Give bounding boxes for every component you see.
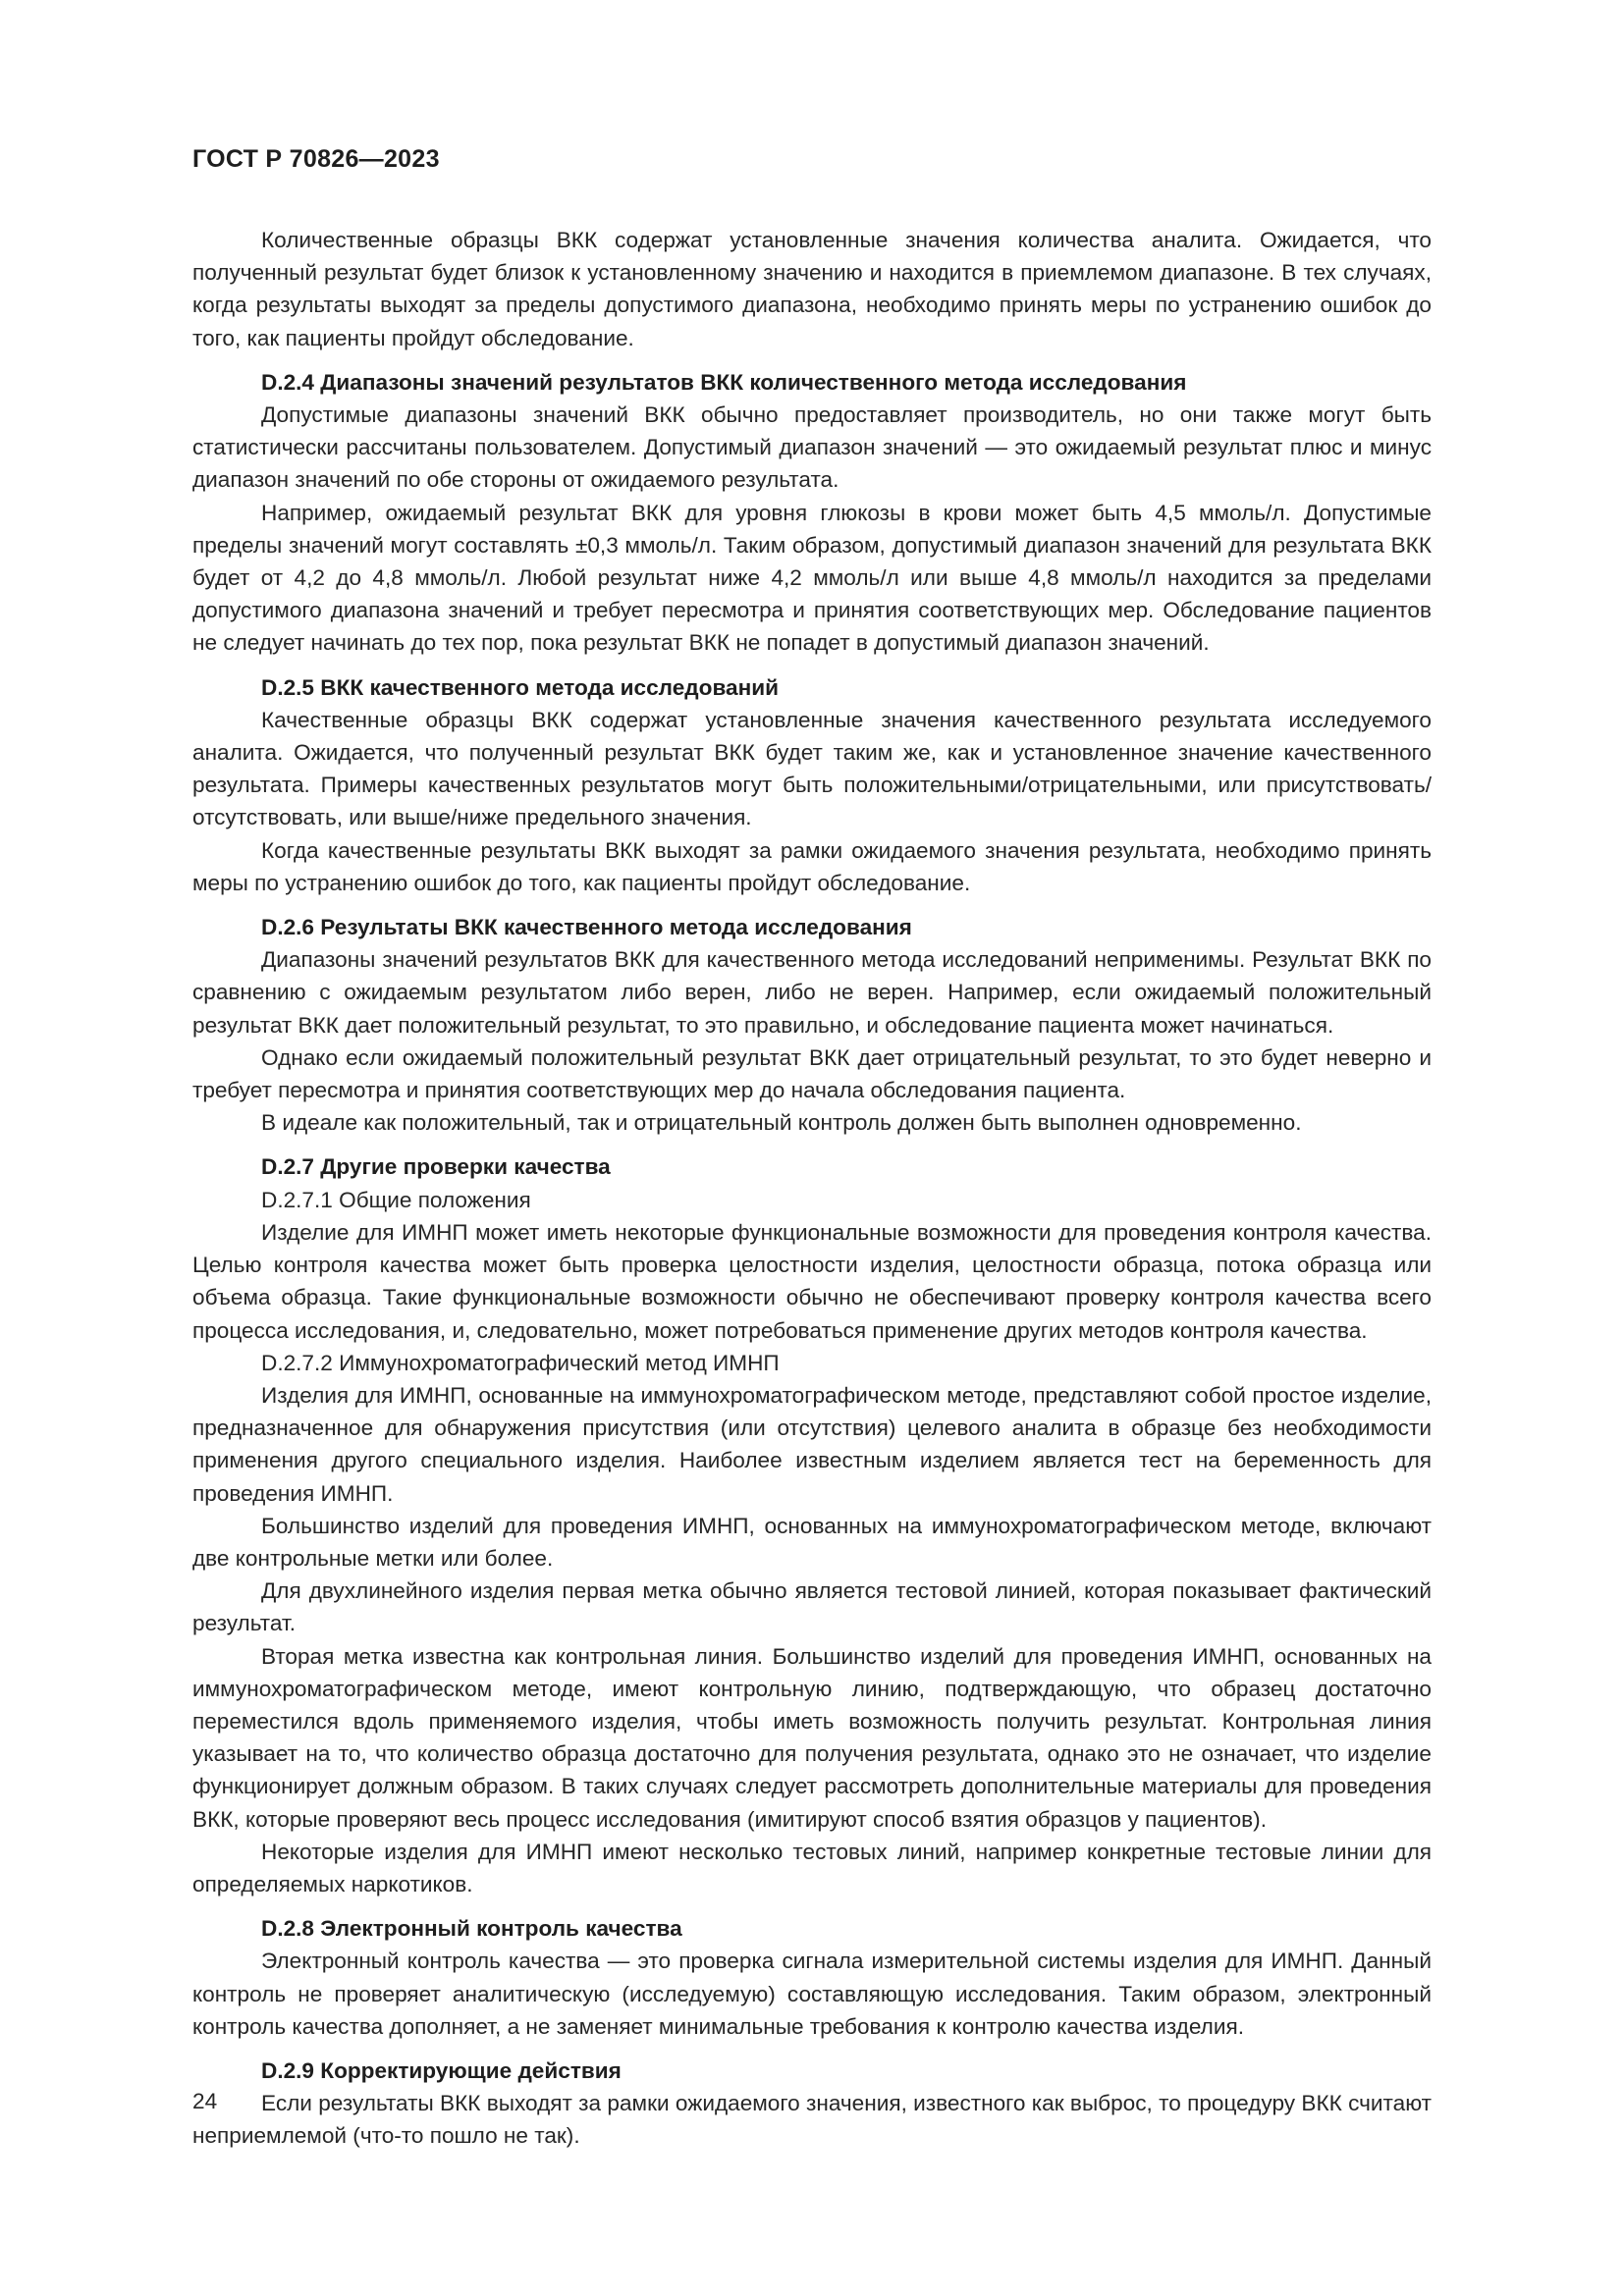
paragraph: Диапазоны значений результатов ВКК для качественного метода исследований неприменимы. Результат ВКК по сравнению с ожидаемым результатом либо верен, либо не верен. Например, если ожидаемый положительный результат ВКК дает положительный результат, то это правильно, и обследование пациента может начинаться. [192,947,1432,1038]
section-heading: D.2.5 ВКК качественного метода исследований [261,674,780,700]
paragraph: Электронный контроль качества — это проверка сигнала измерительной системы изделия для ИМНП. Данный контроль не проверяет аналитическую (исследуемую) составляющую исследования. Таким образом, электронный контроль качества дополняет, а не заменяет минимальные требования к контролю качества изделия. [192,1949,1432,2039]
subsection-heading: D.2.7.2 Иммунохроматографический метод ИМНП [261,1350,780,1375]
page-number: 24 [192,2089,218,2113]
paragraph: Вторая метка известна как контрольная линия. Большинство изделий для проведения ИМНП, основанных на иммунохроматографическом методе, имеют контрольную линию, подтверждающую, что образец достаточно переместился вдоль применяемого изделия, чтобы иметь возможность получить результат. Контрольная линия указывает на то, что количество образца достаточно для получения результата, однако это не означает, что изделие функционирует должным образом. В таких случаях следует рассмотреть дополнительные материалы для проведения ВКК, которые проверяют весь процесс исследования (имитируют способ взятия образцов у пациентов). [192,1643,1432,1832]
subsection-heading: D.2.7.1 Общие положения [261,1187,531,1212]
paragraph: Допустимые диапазоны значений ВКК обычно предоставляет производитель, но они также могут быть статистически рассчитаны пользователем. Допустимый диапазон значений — это ожидаемый результат плюс и минус диапазон значений по обе стороны от ожидаемого результата. [192,402,1432,493]
section-heading: D.2.6 Результаты ВКК качественного метода исследования [261,915,912,940]
section-heading: D.2.7 Другие проверки качества [261,1154,611,1180]
paragraph: Изделие для ИМНП может иметь некоторые функциональные возможности для проведения контроля качества. Целью контроля качества может быть проверка целостности изделия, целостности образца, потока образца или объема образца. Такие функциональные возможности обычно не обеспечивают проверку контроля качества всего процесса исследования, и, следовательно, может потребоваться применение других методов контроля качества. [192,1219,1432,1343]
section-heading: D.2.4 Диапазоны значений результатов ВКК количественного метода исследования [261,369,1187,395]
paragraph: В идеале как положительный, так и отрицательный контроль должен быть выполнен одновременно. [261,1110,1302,1136]
paragraph: Количественные образцы ВКК содержат установленные значения количества аналита. Ожидается, что полученный результат будет близок к установленному значению и находится в приемлемом диапазоне. В тех случаях, когда результаты выходят за пределы допустимого диапазона, необходимо принять меры по устранению ошибок до того, как пациенты пройдут обследование. [192,228,1432,350]
document-body [192,224,1432,2153]
section-heading: D.2.8 Электронный контроль качества [261,1916,682,1942]
paragraph: Для двухлинейного изделия первая метка обычно является тестовой линией, которая показывает фактический результат. [192,1578,1432,1636]
paragraph: Однако если ожидаемый положительный результат ВКК дает отрицательный результат, то это будет неверно и требует пересмотра и принятия соответствующих мер до начала обследования пациента. [192,1044,1432,1103]
paragraph: Большинство изделий для проведения ИМНП, основанных на иммунохроматографическом методе, включают две контрольные метки или более. [192,1513,1432,1571]
paragraph: Когда качественные результаты ВКК выходят за рамки ожидаемого значения результата, необходимо принять меры по устранению ошибок до того, как пациенты пройдут обследование. [192,837,1432,895]
document-header: ГОСТ Р 70826—2023 [192,145,440,173]
paragraph: Если результаты ВКК выходят за рамки ожидаемого значения, известного как выброс, то процедуру ВКК считают неприемлемой (что-то пошло не так). [192,2091,1432,2149]
paragraph: Изделия для ИМНП, основанные на иммунохроматографическом методе, представляют собой простое изделие, предназначенное для обнаружения присутствия (или отсутствия) целевого аналита в образце без необходимости применения другого специального изделия. Наиболее известным изделием является тест на беременность для проведения ИМНП. [192,1382,1432,1506]
paragraph: Например, ожидаемый результат ВКК для уровня глюкозы в крови может быть 4,5 ммоль/л. Допустимые пределы значений могут составлять ±0,3 ммоль/л. Таким образом, допустимый диапазон значений для результата ВКК будет от 4,2 до 4,8 ммоль/л. Любой результат ниже 4,2 ммоль/л или выше 4,8 ммоль/л находится за пределами допустимого диапазона значений и требует пересмотра и принятия соответствующих мер. Обследование пациентов не следует начинать до тех пор, пока результат ВКК не попадет в допустимый диапазон значений. [192,500,1432,656]
paragraph: Некоторые изделия для ИМНП имеют несколько тестовых линий, например конкретные тестовые линии для определяемых наркотиков. [192,1839,1432,1896]
paragraph: Качественные образцы ВКК содержат установленные значения качественного результата исследуемого аналита. Ожидается, что полученный результат ВКК будет таким же, как и установленное значение качественного результата. Примеры качественных результатов могут быть положительными/отрицательными, или присутствовать/отсутствовать, или выше/ниже предельного значения. [192,707,1432,830]
section-heading: D.2.9 Корректирующие действия [261,2057,622,2083]
